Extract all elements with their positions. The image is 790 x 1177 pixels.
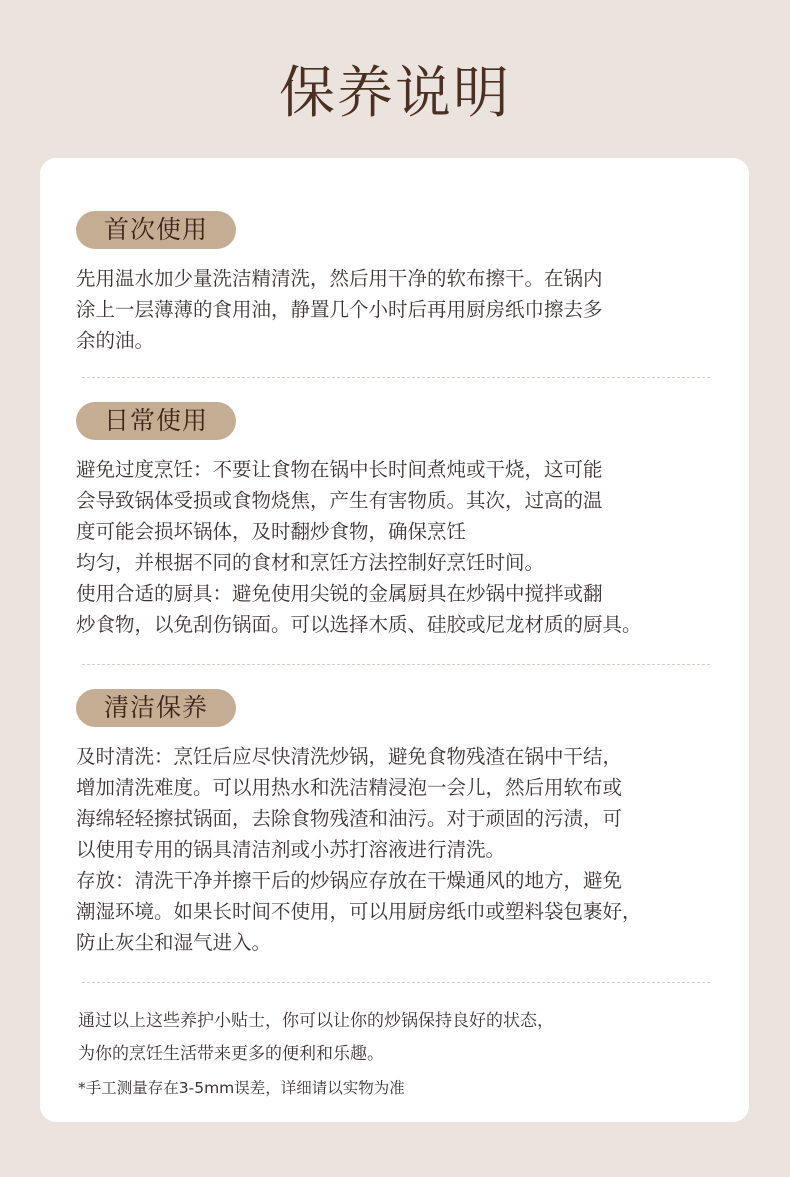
section-body-first-use bbox=[76, 263, 726, 356]
section-divider bbox=[82, 377, 710, 378]
text-line: 及时清洗：烹饪后应尽快清洗炒锅，避免食物残渣在锅中干结， bbox=[76, 745, 623, 768]
measurement-note: *手工测量存在3-5mm误差，详细请以实物为准 bbox=[78, 1079, 405, 1097]
section-body-cleaning bbox=[76, 741, 726, 958]
text-line: 先用温水加少量洗洁精清洗，然后用干净的软布擦干。在锅内 bbox=[76, 267, 603, 290]
text-line: 海绵轻轻擦拭锅面，去除食物残渣和油污。对于顽固的污渍，可 bbox=[76, 807, 623, 830]
instructions-card bbox=[40, 158, 749, 1122]
section-daily-use bbox=[76, 402, 726, 640]
text-line: 避免过度烹饪：不要让食物在锅中长时间煮炖或干烧，这可能 bbox=[76, 458, 603, 481]
footer-line: 通过以上这些养护小贴士，你可以让你的炒锅保持良好的状态， bbox=[78, 1011, 554, 1031]
text-line: 使用合适的厨具：避免使用尖锐的金属厨具在炒锅中搅拌或翻 bbox=[76, 582, 603, 605]
section-heading-daily-use: 日常使用 bbox=[76, 402, 236, 440]
section-cleaning bbox=[76, 689, 726, 958]
section-heading-cleaning: 清洁保养 bbox=[76, 689, 236, 727]
text-line: 以使用专用的锅具清洁剂或小苏打溶液进行清洗。 bbox=[76, 838, 506, 861]
text-line: 防止灰尘和湿气进入。 bbox=[76, 931, 272, 954]
text-line: 潮湿环境。如果长时间不使用，可以用厨房纸巾或塑料袋包裹好， bbox=[76, 900, 642, 923]
text-line: 存放：清洗干净并擦干后的炒锅应存放在干燥通风的地方，避免 bbox=[76, 869, 623, 892]
page-title: 保养说明 bbox=[279, 61, 511, 126]
footer-line: 为你的烹饪生活带来更多的便利和乐趣。 bbox=[78, 1044, 384, 1064]
section-heading-first-use: 首次使用 bbox=[76, 211, 236, 249]
text-line: 增加清洗难度。可以用热水和洗洁精浸泡一会儿，然后用软布或 bbox=[76, 776, 623, 799]
text-line: 炒食物，以免刮伤锅面。可以选择木质、硅胶或尼龙材质的厨具。 bbox=[76, 613, 642, 636]
text-line: 涂上一层薄薄的食用油，静置几个小时后再用厨房纸巾擦去多 bbox=[76, 298, 603, 321]
text-line: 余的油。 bbox=[76, 329, 155, 352]
section-divider bbox=[82, 982, 710, 983]
footer-tips bbox=[78, 1005, 678, 1103]
text-line: 会导致锅体受损或食物烧焦，产生有害物质。其次，过高的温 bbox=[76, 489, 603, 512]
text-line: 度可能会损坏锅体，及时翻炒食物，确保烹饪 bbox=[76, 520, 467, 543]
section-first-use bbox=[76, 211, 726, 356]
section-divider bbox=[82, 664, 710, 665]
text-line: 均匀，并根据不同的食材和烹饪方法控制好烹饪时间。 bbox=[76, 551, 545, 574]
section-body-daily-use bbox=[76, 454, 726, 640]
